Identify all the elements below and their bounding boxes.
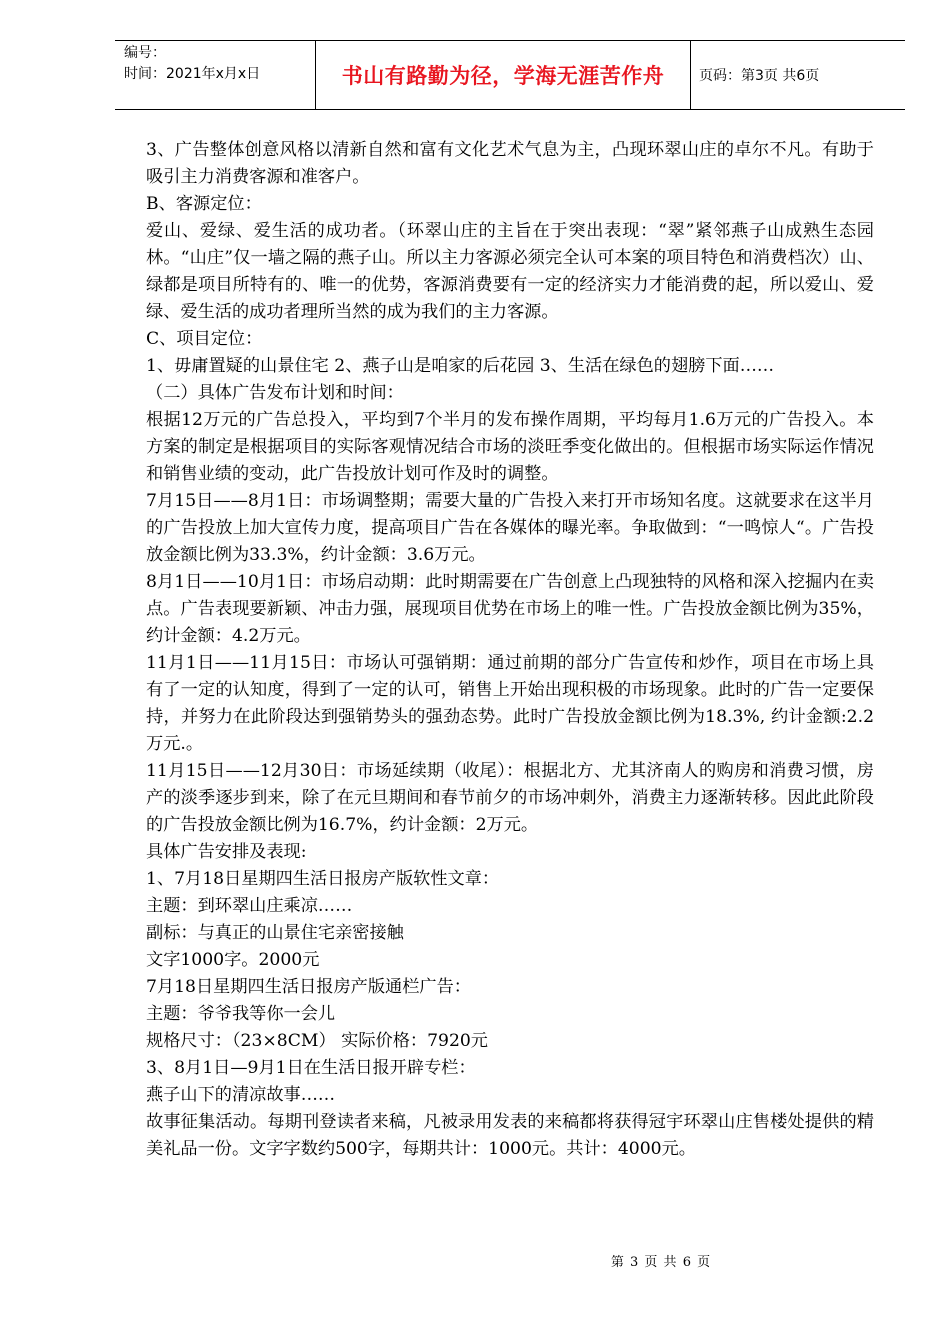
paragraph: 规格尺寸：（23×8CM） 实际价格：7920元 [146, 1031, 488, 1051]
paragraph: 主题：爷爷我等你一会儿 [146, 1004, 336, 1024]
paragraph: 文字1000字。2000元 [146, 950, 320, 970]
paragraph: 故事征集活动。每期刊登读者来稿，凡被录用发表的来稿都将获得冠宇环翠山庄售楼处提供的精美礼品一份。文字字数约500字，每期共计：1000元。共计：4000元。 [146, 1112, 874, 1159]
paragraph: 爱山、爱绿、爱生活的成功者。（环翠山庄的主旨在于突出表现：“翠”紧邻燕子山成熟生态园林。“山庄”仅一墙之隔的燕子山。所以主力客源必须完全认可本案的项目特色和消费档次）山、绿都是项目所特有的、唯一的优势，客源消费要有一定的经济实力才能消费的起，所以爱山、爱绿、爱生活的成功者理所当然的成为我们的主力客源。 [146, 221, 874, 322]
paragraph: 11月15日——12月30日：市场延续期（收尾）：根据北方、尤其济南人的购房和消费习惯，房产的淡季逐步到来，除了在元旦期间和春节前夕的市场冲刺外，消费主力逐渐转移。因此此阶段的广告投放金额比例为16.7%，约计金额：2万元。 [146, 761, 874, 835]
paragraph: 3、广告整体创意风格以清新自然和富有文化艺术气息为主，凸现环翠山庄的卓尔不凡。有助于吸引主力消费客源和准客户。 [146, 140, 874, 187]
document-body [146, 137, 874, 1163]
document-number-label: 编号： [124, 45, 166, 61]
header-meta [115, 41, 316, 109]
paragraph: 7月15日——8月1日：市场调整期；需要大量的广告投入来打开市场知名度。这就要求在这半月的广告投放上加大宣传力度，提高项目广告在各媒体的曝光率。争取做到：“一鸣惊人“。广告投放金额比例为33.3%，约计金额：3.6万元。 [146, 491, 874, 565]
document-time-label: 时间：2021年x月x日 [124, 66, 261, 82]
paragraph: 燕子山下的清凉故事…… [146, 1085, 336, 1105]
header-motto-cell [316, 41, 691, 109]
section-heading: B、客源定位： [146, 194, 262, 214]
section-heading: 具体广告安排及表现: [146, 842, 307, 862]
header-motto: 书山有路勤为径，学海无涯苦作舟 [341, 64, 665, 88]
header-page-number: 页码：第3页 共6页 [699, 68, 820, 84]
paragraph: 8月1日——10月1日：市场启动期：此时期需要在广告创意上凸现独特的风格和深入挖掘内在卖点。广告表现要新颖、冲击力强，展现项目优势在市场上的唯一性。广告投放金额比例为35%，约计金额：4.2万元。 [146, 572, 874, 646]
paragraph: 主题：到环翠山庄乘凉…… [146, 896, 353, 916]
footer-page-number: 第 3 页 共 6 页 [610, 1255, 712, 1270]
paragraph: 1、毋庸置疑的山景住宅 2、燕子山是咱家的后花园 3、生活在绿色的翅膀下面…… [146, 356, 775, 376]
paragraph: 11月1日——11月15日：市场认可强销期：通过前期的部分广告宣传和炒作，项目在市场上具有了一定的认知度，得到了一定的认可，销售上开始出现积极的市场现象。此时的广告一定要保持，并努力在此阶段达到强销势头的强劲态势。此时广告投放金额比例为18.3%, 约计金额:2.2万元.。 [146, 653, 874, 754]
paragraph: 1、7月18日星期四生活日报房产版软性文章： [146, 869, 500, 889]
page-footer [0, 1251, 950, 1270]
paragraph: 副标：与真正的山景住宅亲密接触 [146, 923, 404, 943]
paragraph: 3、8月1日—9月1日在生活日报开辟专栏： [146, 1058, 476, 1078]
paragraph: 根据12万元的广告总投入，平均到7个半月的发布操作周期，平均每月1.6万元的广告投入。本方案的制定是根据项目的实际客观情况结合市场的淡旺季变化做出的。但根据市场实际运作情况和销售业绩的变动，此广告投放计划可作及时的调整。 [146, 410, 874, 484]
page-header [115, 40, 905, 110]
section-heading: C、项目定位： [146, 329, 263, 349]
section-heading: （二）具体广告发布计划和时间： [146, 383, 404, 403]
paragraph: 7月18日星期四生活日报房产版通栏广告： [146, 977, 471, 997]
